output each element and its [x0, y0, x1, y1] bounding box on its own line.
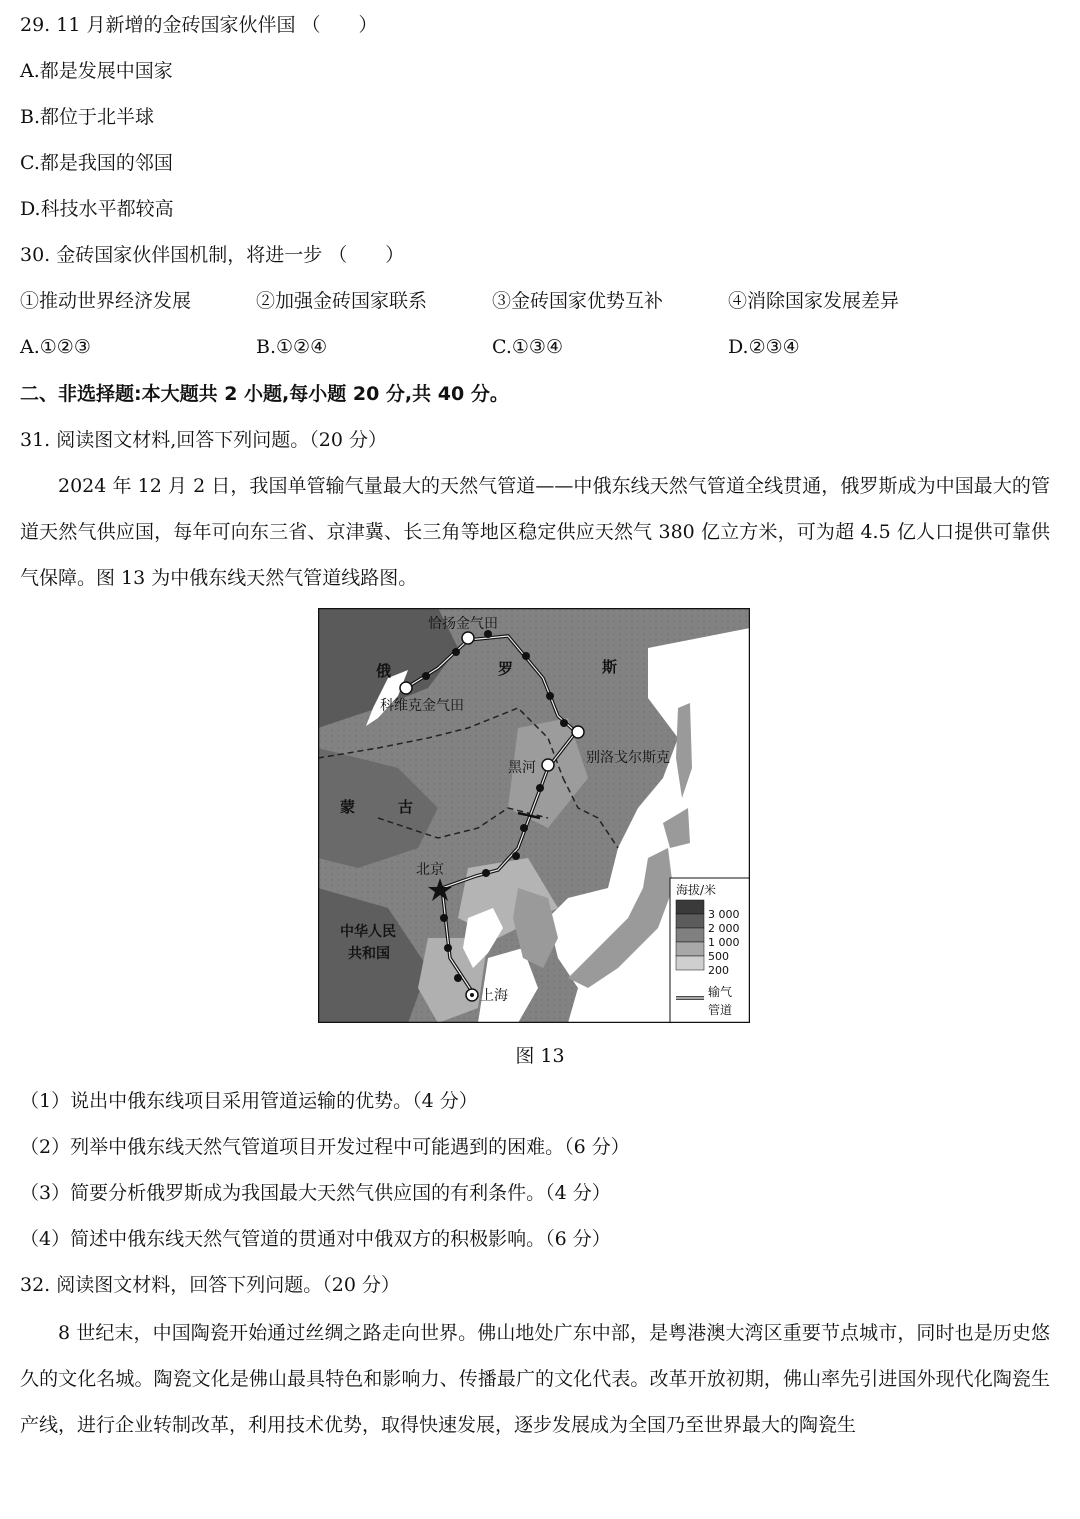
label-prc-2: 共和国: [348, 946, 390, 962]
legend-swatch-2000: [676, 914, 704, 928]
label-russia-3: 斯: [602, 658, 618, 676]
label-prc-1: 中华人民: [340, 924, 396, 940]
map-legend: [670, 878, 750, 1023]
legend-pipeline-2: 管道: [708, 1003, 733, 1017]
legend-swatch-200: [676, 956, 704, 970]
q30-option-a: A.①②③: [20, 336, 91, 358]
q29-stem: 29. 11 月新增的金砖国家伙伴国 （ ）: [20, 14, 378, 36]
q29-option-d: D.科技水平都较高: [20, 198, 174, 220]
legend-level-3000: 3 000: [708, 908, 740, 921]
q30-item-4: ④消除国家发展差异: [728, 290, 900, 312]
label-beijing: 北京: [416, 862, 444, 878]
figure-caption: 图 13: [515, 1045, 565, 1067]
q31-material: 2024 年 12 月 2 日，我国单管输气量最大的天然气管道——中俄东线天然气管道全线贯通，俄罗斯成为中国最大的管道天然气供应国，每年可向东三省、京津冀、长三角等地区稳定供应天然气 380 亿立方米，可为超 4.5 亿人口提供可靠供气保障。图 13 为中俄东线天然气管道线路图。: [20, 475, 1050, 589]
q30-option-b: B.①②④: [256, 336, 328, 358]
label-blagoveshchensk: 别洛戈尔斯克: [586, 750, 670, 766]
q32-stem: 32. 阅读图文材料，回答下列问题。（20 分）: [20, 1274, 400, 1296]
pipeline-map: [318, 608, 750, 1023]
legend-swatch-500: [676, 942, 704, 956]
label-mongolia-2: 古: [398, 798, 414, 816]
kovykta-field-marker: [400, 682, 412, 694]
q30-item-3: ③金砖国家优势互补: [492, 290, 664, 312]
section-heading: 二、非选择题:本大题共 2 小题,每小题 20 分,共 40 分。: [20, 383, 509, 405]
legend-level-1000: 1 000: [708, 936, 740, 949]
q29-option-a: A.都是发展中国家: [20, 60, 173, 82]
legend-level-2000: 2 000: [708, 922, 740, 935]
legend-title: 海拔/米: [676, 883, 717, 897]
legend-level-500: 500: [708, 950, 729, 963]
label-russia-2: 罗: [498, 660, 514, 678]
legend-swatch-3000: [676, 900, 704, 914]
chayanda-field-marker: [462, 632, 474, 644]
q30-item-2: ②加强金砖国家联系: [256, 290, 428, 312]
label-heihe: 黑河: [508, 760, 536, 776]
q31-question-3: （3）简要分析俄罗斯成为我国最大天然气供应国的有利条件。（4 分）: [20, 1182, 611, 1204]
label-shanghai: 上海: [480, 988, 508, 1004]
q31-stem: 31. 阅读图文材料,回答下列问题。（20 分）: [20, 429, 388, 451]
label-mongolia-1: 蒙: [340, 798, 356, 816]
q30-option-d: D.②③④: [728, 336, 800, 358]
legend-level-200: 200: [708, 964, 729, 977]
heihe-marker: [542, 759, 554, 771]
legend-swatch-1000: [676, 928, 704, 942]
q31-question-1: （1）说出中俄东线项目采用管道运输的优势。（4 分）: [20, 1090, 478, 1112]
q31-question-2: （2）列举中俄东线天然气管道项目开发过程中可能遇到的困难。（6 分）: [20, 1136, 630, 1158]
q29-option-c: C.都是我国的邻国: [20, 152, 173, 174]
label-kovykta: 科维克金气田: [380, 698, 464, 714]
blagoveshchensk-marker: [572, 726, 584, 738]
q30-option-c: C.①③④: [492, 336, 563, 358]
q29-option-b: B.都位于北半球: [20, 106, 155, 128]
q30-item-1: ①推动世界经济发展: [20, 290, 192, 312]
label-russia-1: 俄: [376, 662, 392, 680]
q31-question-4: （4）简述中俄东线天然气管道的贯通对中俄双方的积极影响。（6 分）: [20, 1228, 611, 1250]
label-chayanda: 恰扬金气田: [428, 616, 498, 632]
q32-material: 8 世纪末，中国陶瓷开始通过丝绸之路走向世界。佛山地处广东中部，是粤港澳大湾区重要节点城市，同时也是历史悠久的文化名城。陶瓷文化是佛山最具特色和影响力、传播最广的文化代表。改革开放初期，佛山率先引进国外现代化陶瓷生产线，进行企业转制改革，利用技术优势，取得快速发展，逐步发展成为全国乃至世界最大的陶瓷生: [20, 1322, 1050, 1436]
legend-pipeline-1: 输气: [708, 985, 733, 999]
q30-stem: 30. 金砖国家伙伴国机制，将进一步 （ ）: [20, 244, 405, 266]
